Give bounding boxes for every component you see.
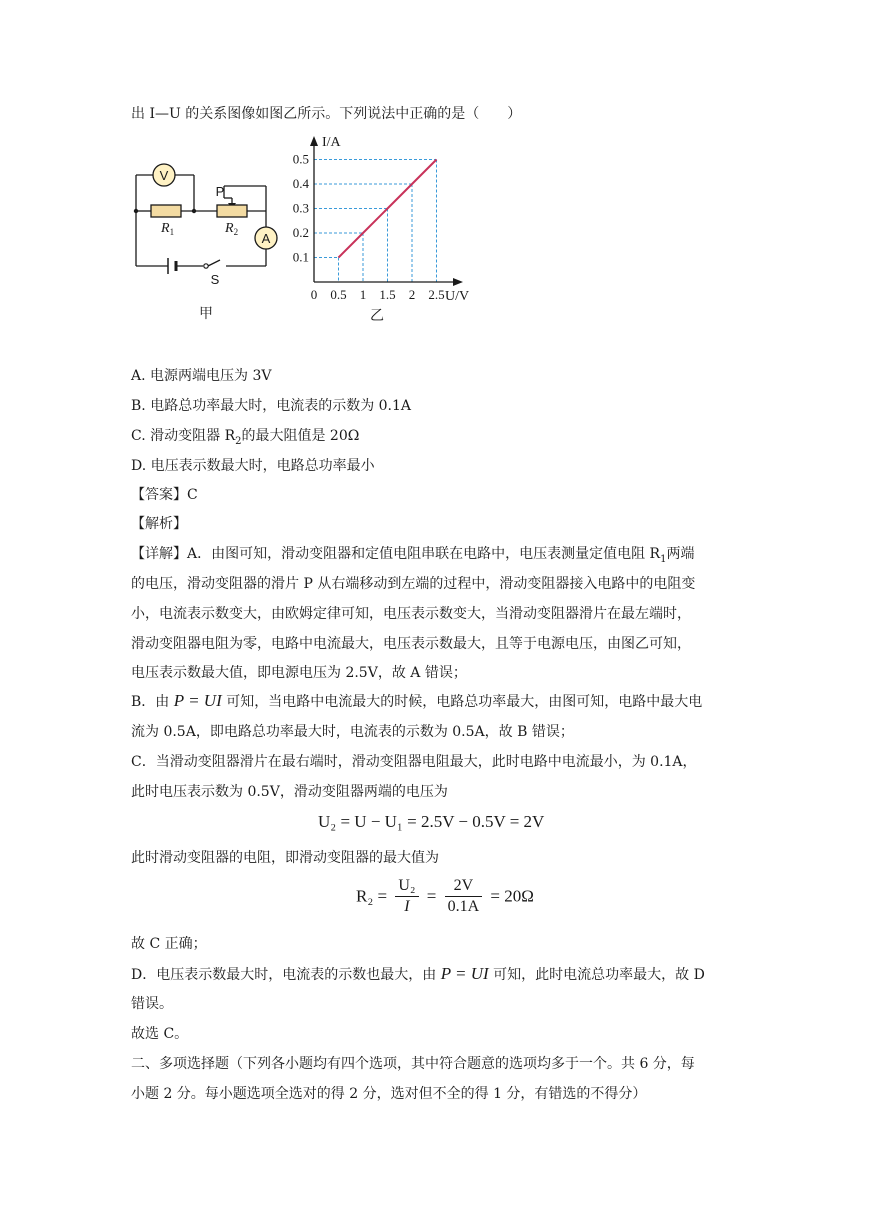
- y-axis-label: I/A: [322, 135, 341, 150]
- option-c-pre: C. 滑动变阻器 R: [131, 428, 236, 444]
- x-tick-label-0: 0.5: [330, 287, 347, 302]
- y-tick-label-1: 0.2: [292, 225, 309, 240]
- y-tick-label-3: 0.4: [292, 176, 309, 191]
- circuit-diagram: [128, 138, 288, 328]
- detail-tag: 【详解】: [131, 546, 187, 562]
- equation-u2: U₂ = U − U₁ = 2.5V − 0.5V = 2V: [318, 812, 545, 831]
- x-axis-label: U/V: [445, 289, 470, 304]
- y-axis-arrow: [310, 136, 318, 146]
- equation-r2-rhs: = 20Ω: [490, 886, 534, 906]
- fraction-2-denominator: 0.1A: [447, 898, 480, 915]
- fraction-1-denominator: I: [404, 898, 410, 915]
- iu-series-line: [339, 160, 437, 258]
- detail-line-5: 电压表示数最大值，即电源电压为 2.5V，故 A 错误；: [131, 665, 467, 681]
- option-c: [131, 426, 359, 452]
- section-2-line-2: 小题 2 分。每小题选项全选对的得 2 分，选对但不全的得 1 分，有错选的不得分）: [131, 1086, 647, 1102]
- option-b: B. 电路总功率最大时，电流表的示数为 0.1A: [131, 398, 412, 414]
- answer-tag: 【答案】: [131, 487, 187, 503]
- detail-b1-formula: P = UI: [173, 691, 222, 710]
- x-tick-label-4: 2.5: [428, 287, 445, 302]
- svg-text:R1: [160, 221, 174, 237]
- equation-r2-lhs: R₂ =: [356, 886, 388, 906]
- detail-d-line-1: [131, 964, 705, 985]
- switch-label: S: [210, 272, 220, 287]
- detail-b1-post: 可知，当电路中电流最大的时候，电路总功率最大，由图可知，电路中最大电: [226, 694, 703, 710]
- question-stem: 出 I—U 的关系图像如图乙所示。下列说法中正确的是（ ）: [131, 106, 522, 122]
- detail-l1-sub: 1: [660, 553, 667, 565]
- r2-label: R: [225, 221, 234, 236]
- x-tick-label-3: 2: [408, 287, 416, 302]
- x-tick-label-1: 1: [359, 287, 367, 302]
- detail-c-line-2: 此时电压表示数为 0.5V，滑动变阻器两端的电压为: [131, 784, 448, 800]
- detail-c-line-1: C．当滑动变阻器滑片在最右端时，滑动变阻器电阻最大，此时电路中电流最小，为 0.1A，: [131, 754, 697, 770]
- slider-label: P: [215, 184, 225, 199]
- detail-c-line-4: 故 C 正确；: [131, 936, 207, 952]
- fraction-2v-over-01a: [445, 876, 483, 917]
- detail-b-line-1: [131, 691, 702, 712]
- option-d: D. 电压表示数最大时，电路总功率最小: [131, 458, 375, 474]
- answer-line: [131, 485, 198, 505]
- voltmeter-label: V: [159, 168, 169, 183]
- detail-d1-formula: P = UI: [440, 964, 489, 983]
- y-tick-label-2: 0.3: [292, 200, 309, 216]
- iu-chart: [285, 132, 485, 332]
- y-tick-label-4: 0.5: [292, 151, 309, 167]
- detail-d-line-2: 错误。: [131, 996, 173, 1012]
- ammeter-label: A: [261, 231, 271, 246]
- detail-l1-post: 两端: [666, 546, 695, 562]
- option-c-sub: 2: [235, 435, 242, 447]
- svg-text:R2: [224, 221, 238, 237]
- x-tick-label-2: 1.5: [379, 287, 396, 302]
- detail-b-line-2: 流为 0.5A，即电路总功率最大时，电流表的示数为 0.5A，故 B 错误；: [131, 724, 574, 740]
- figure-a-caption: 甲: [199, 306, 213, 322]
- detail-final: 故选 C。: [131, 1026, 189, 1042]
- detail-line-4: 滑动变阻器电阻为零，电路中电流最大，电压表示数最大，且等于电源电压，由图乙可知，: [131, 636, 691, 652]
- r1-sub: 1: [169, 227, 175, 237]
- fraction-2-numerator: 2V: [445, 876, 483, 897]
- detail-line-1: [131, 544, 694, 570]
- r2-sub: 2: [233, 227, 239, 237]
- x-axis-arrow: [453, 278, 463, 286]
- detail-d1-pre: D．电压表示数最大时，电流表的示数也最大，由: [131, 967, 437, 983]
- detail-line-2: 的电压，滑动变阻器的滑片 P 从右端移动到左端的过程中，滑动变阻器接入电路中的电阻变: [131, 576, 696, 592]
- equation-r2: R₂ = $\frac{\text{U₂}}{I}$ = $\frac{2V}{0.1A}$ = 20Ω: [356, 877, 534, 915]
- answer-value: C: [187, 487, 198, 503]
- detail-b1-pre: B．由: [131, 694, 170, 710]
- y-tick-label-0: 0.1: [292, 249, 309, 265]
- fraction-1-numerator: U₂: [395, 876, 418, 897]
- option-a: A. 电源两端电压为 3V: [131, 368, 272, 384]
- figure-b-caption: 乙: [370, 308, 384, 324]
- section-2-line-1: 二、多项选择题（下列各小题均有四个选项，其中符合题意的选项均多于一个。共 6 分，每: [131, 1056, 695, 1072]
- option-c-post: 的最大阻值是 20Ω: [241, 428, 360, 444]
- detail-line-3: 小，电流表示数变大，由欧姆定律可知，电压表示数变大，当滑动变阻器滑片在最左端时，: [131, 606, 691, 622]
- detail-d1-post: 可知，此时电流总功率最大，故 D: [493, 967, 705, 983]
- analysis-tag: 【解析】: [131, 516, 187, 532]
- fraction-u2-over-i: [395, 876, 418, 917]
- detail-l1-pre: A．由图可知，滑动变阻器和定值电阻串联在电路中，电压表测量定值电阻 R: [187, 546, 661, 562]
- detail-c-line-3: 此时滑动变阻器的电阻，即滑动变阻器的最大值为: [131, 850, 439, 866]
- origin-label: 0: [310, 287, 318, 302]
- r1-label: R: [161, 221, 170, 236]
